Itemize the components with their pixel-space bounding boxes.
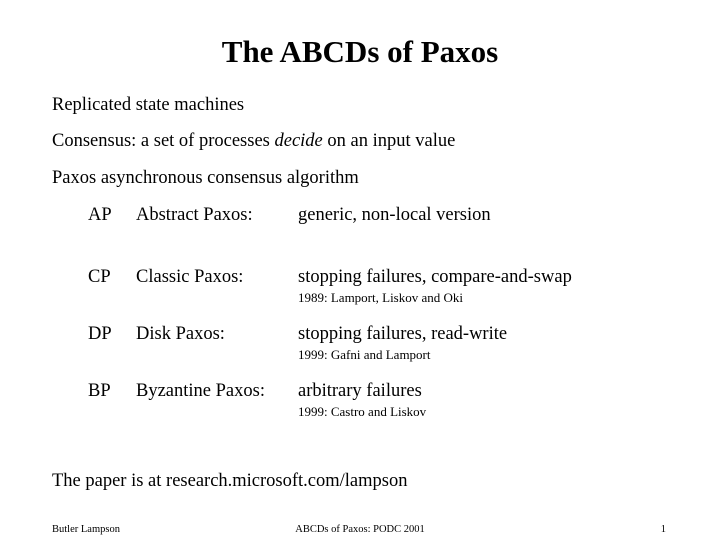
bullet-replicated-state-machines: Replicated state machines [52,95,245,115]
variant-description: generic, non-local version [298,205,491,225]
slide-title: The ABCDs of Paxos [221,34,499,69]
variant-description: arbitrary failures [298,381,422,401]
variant-description: stopping failures, compare-and-swap [298,267,572,287]
variant-abbr: CP [88,267,111,287]
variant-reference: 1989: Lamport, Liskov and Oki [298,290,464,305]
variant-reference: 1999: Castro and Liskov [298,404,427,419]
variant-row-dp [0,323,720,373]
consensus-suffix: on an input value [322,131,456,151]
variant-name: Abstract Paxos: [136,205,253,225]
variant-row-bp [0,380,720,430]
footer-author: Butler Lampson [52,524,120,535]
bullet-paper-link: The paper is at research.microsoft.com/lampson [52,471,408,491]
variant-abbr: DP [88,324,112,344]
variant-description: stopping failures, read-write [298,324,508,344]
variant-row-cp [0,266,720,316]
variant-name: Byzantine Paxos: [136,381,265,401]
variant-abbr: BP [88,381,111,401]
consensus-emphasis: decide [274,131,323,151]
variant-abbr: AP [88,205,112,225]
consensus-prefix: Consensus: a set of processes [52,131,275,151]
footer-title: ABCDs of Paxos: PODC 2001 [295,524,425,535]
variant-reference: 1999: Gafni and Lamport [298,347,431,362]
variant-name: Classic Paxos: [136,267,244,287]
footer-page-number: 1 [660,524,666,535]
variant-name: Disk Paxos: [136,324,225,344]
variant-row-ap [0,204,720,254]
bullet-paxos-algorithm: Paxos asynchronous consensus algorithm [52,168,359,188]
